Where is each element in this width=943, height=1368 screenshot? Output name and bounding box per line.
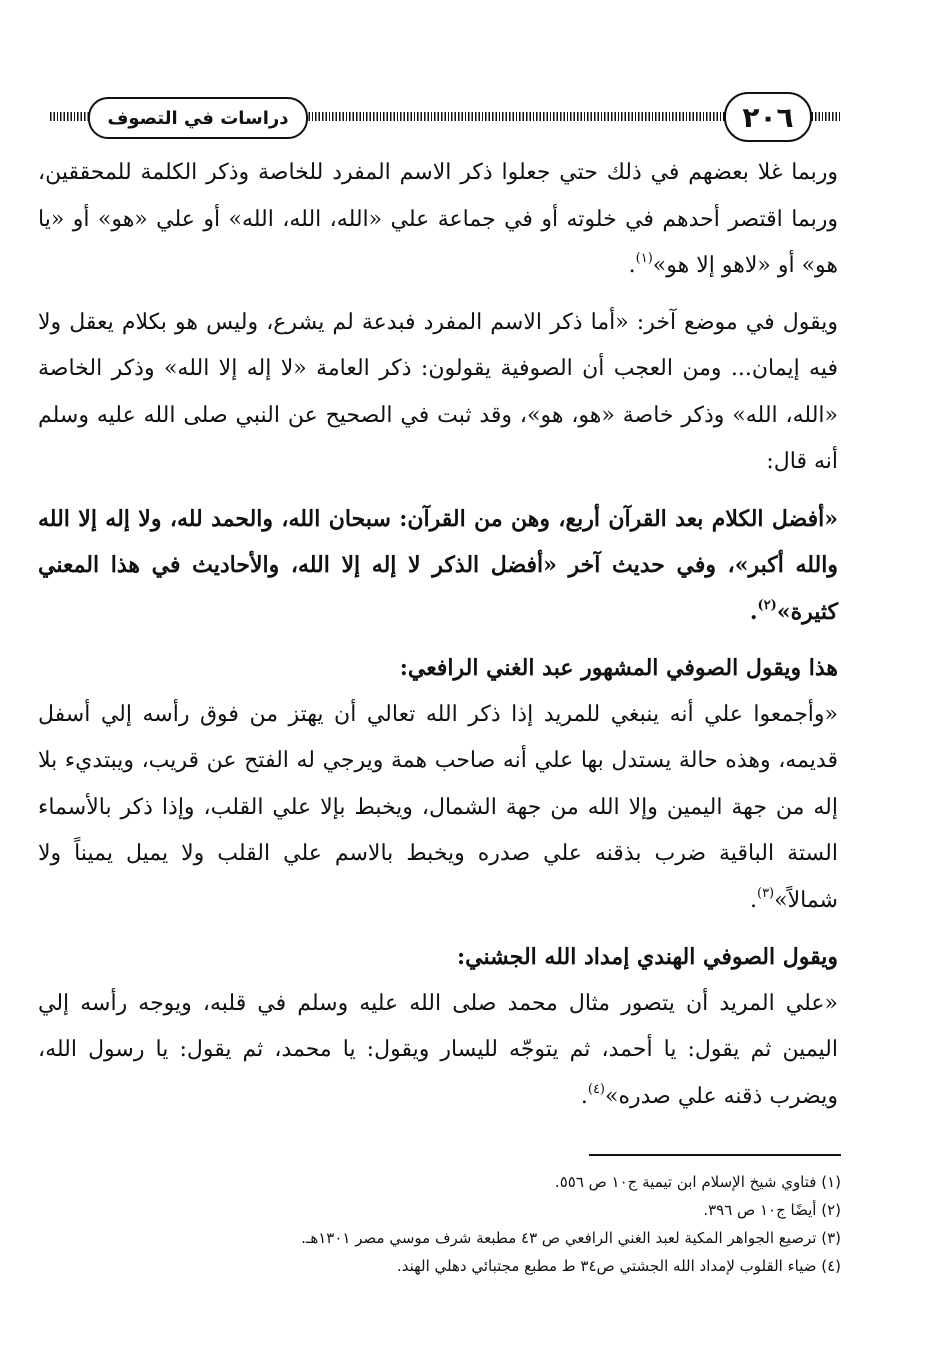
paragraph-text: ويقول الصوفي الهندي إمداد الله الجشني: bbox=[457, 944, 838, 970]
paragraph-text: ويقول في موضع آخر: «أما ذكر الاسم المفرد فبدعة لم يشرع، وليس هو بكلام يعقل ولا فيه إيمان... ومن العجب أن الصوفية يقولون: ذكر العامة «لا إله إلا الله» وذكر الخاصة «الله، الله» وذكر خاصة «هو، هو»، وقد ثبت في الصحيح عن النبي صلى الله عليه وسلم أنه قال: bbox=[38, 309, 838, 474]
paragraph-text: وربما غلا بعضهم في ذلك حتي جعلوا ذكر الاسم المفرد للخاصة وذكر الكلمة للمحققين، وربما اقتصر أحدهم في خلوته أو في جماعة علي «الله، الله، الله» أو علي «هو» أو «يا هو» أو «لاهو إلا هو» bbox=[38, 160, 838, 278]
paragraph: «علي المريد أن يتصور مثال محمد صلى الله عليه وسلم في قلبه، ويوجه رأسه إلي اليمين ثم يقول: يا أحمد، ثم يتوجّه لليسار ويقول: يا محمد، ثم يقول: يا رسول الله، ويضرب ذقنه علي صدره»$^{(٤)}$. bbox=[38, 990, 838, 1109]
section-lead bbox=[38, 934, 838, 981]
footnote: (٤) ضياء القلوب لإمداد الله الجشتي ص٣٤ ط مطبع مجتبائي دهلي الهند. bbox=[396, 1257, 841, 1275]
footnote: (١) فتاوي شيخ الإسلام ابن تيمية ج١٠ ص ٥٥٦. bbox=[554, 1173, 841, 1191]
running-title: دراسات في التصوف bbox=[88, 97, 308, 139]
page-number: ٢٠٦ bbox=[724, 92, 812, 142]
paragraph: «وأجمعوا علي أنه ينبغي للمريد إذا ذكر الله تعالي أن يهتز من فوق رأسه إلي أسفل قديمه، وهذه حالة يستدل بها علي أنه صاحب همة ويرجي له الفتح عن قريب، ويبتديء بلا إله من جهة اليمين وإلا الله من جهة الشمال، ويخبط بإلا علي القلب، وإذا ذكر بالأسماء الستة الباقية ضرب بذقنه علي صدره ويخبط بالاسم علي القلب ولا يميل يميناً ولا شمالاً»$^{(٣)}$. bbox=[38, 701, 838, 913]
paragraph-text: هذا ويقول الصوفي المشهور عبد الغني الرافعي: bbox=[399, 655, 838, 681]
quote-paragraph: «أفضل الكلام بعد القرآن أربع، وهن من القرآن: سبحان الله، والحمد لله، ولا إله إلا الله والله أكبر»، وفي حديث آخر «أفضل الذكر لا إله إلا الله، والأحاديث في هذا المعني كثيرة»$^{(٢)}$. bbox=[38, 505, 839, 625]
paragraph-text: «أفضل الكلام بعد القرآن أربع، وهن من القرآن: سبحان الله، والحمد لله، ولا إله إلا الله والله أكبر»، وفي حديث آخر «أفضل الذكر لا إله إلا الله، والأحاديث في هذا المعني كثيرة» bbox=[38, 505, 839, 625]
footnote: (٣) ترصيع الجواهر المكية لعبد الغني الرافعي ص ٤٣ مطبعة شرف موسي مصر ١٣٠١هـ. bbox=[301, 1229, 841, 1247]
footnote: (٢) أيضًا ج١٠ ص ٣٩٦. bbox=[703, 1201, 841, 1219]
paragraph: وربما غلا بعضهم في ذلك حتي جعلوا ذكر الاسم المفرد للخاصة وذكر الكلمة للمحققين، وربما اقتصر أحدهم في خلوته أو في جماعة علي «الله، الله، الله» أو علي «هو» أو «يا هو» أو «لاهو إلا هو»$^{(١)}$. bbox=[38, 160, 838, 278]
footnote-separator bbox=[589, 1154, 841, 1156]
paragraph-text: «علي المريد أن يتصور مثال محمد صلى الله عليه وسلم في قلبه، ويوجه رأسه إلي اليمين ثم يقول: يا أحمد، ثم يتوجّه لليسار ويقول: يا محمد، ثم يقول: يا رسول الله، ويضرب ذقنه علي صدره» bbox=[38, 990, 838, 1109]
paragraph-text: «وأجمعوا علي أنه ينبغي للمريد إذا ذكر الله تعالي أن يهتز من فوق رأسه إلي أسفل قديمه، وهذه حالة يستدل بها علي أنه صاحب همة ويرجي له الفتح عن قريب، ويبتديء بلا إله من جهة اليمين وإلا الله من جهة الشمال، ويخبط بإلا علي القلب، وإذا ذكر بالأسماء الستة الباقية ضرب بذقنه علي صدره ويخبط بالاسم علي القلب ولا يميل يميناً ولا شمالاً» bbox=[38, 701, 838, 913]
footnote-marker: (٣) bbox=[756, 885, 775, 901]
paragraph bbox=[38, 300, 838, 486]
footnote-marker: (٤) bbox=[587, 1081, 605, 1097]
footnote-marker: (١) bbox=[635, 251, 653, 266]
page-header bbox=[50, 88, 840, 146]
footnotes bbox=[81, 1168, 841, 1280]
body-text bbox=[38, 150, 838, 1120]
section-lead bbox=[38, 645, 838, 692]
footnote-marker: (٢) bbox=[757, 597, 777, 613]
